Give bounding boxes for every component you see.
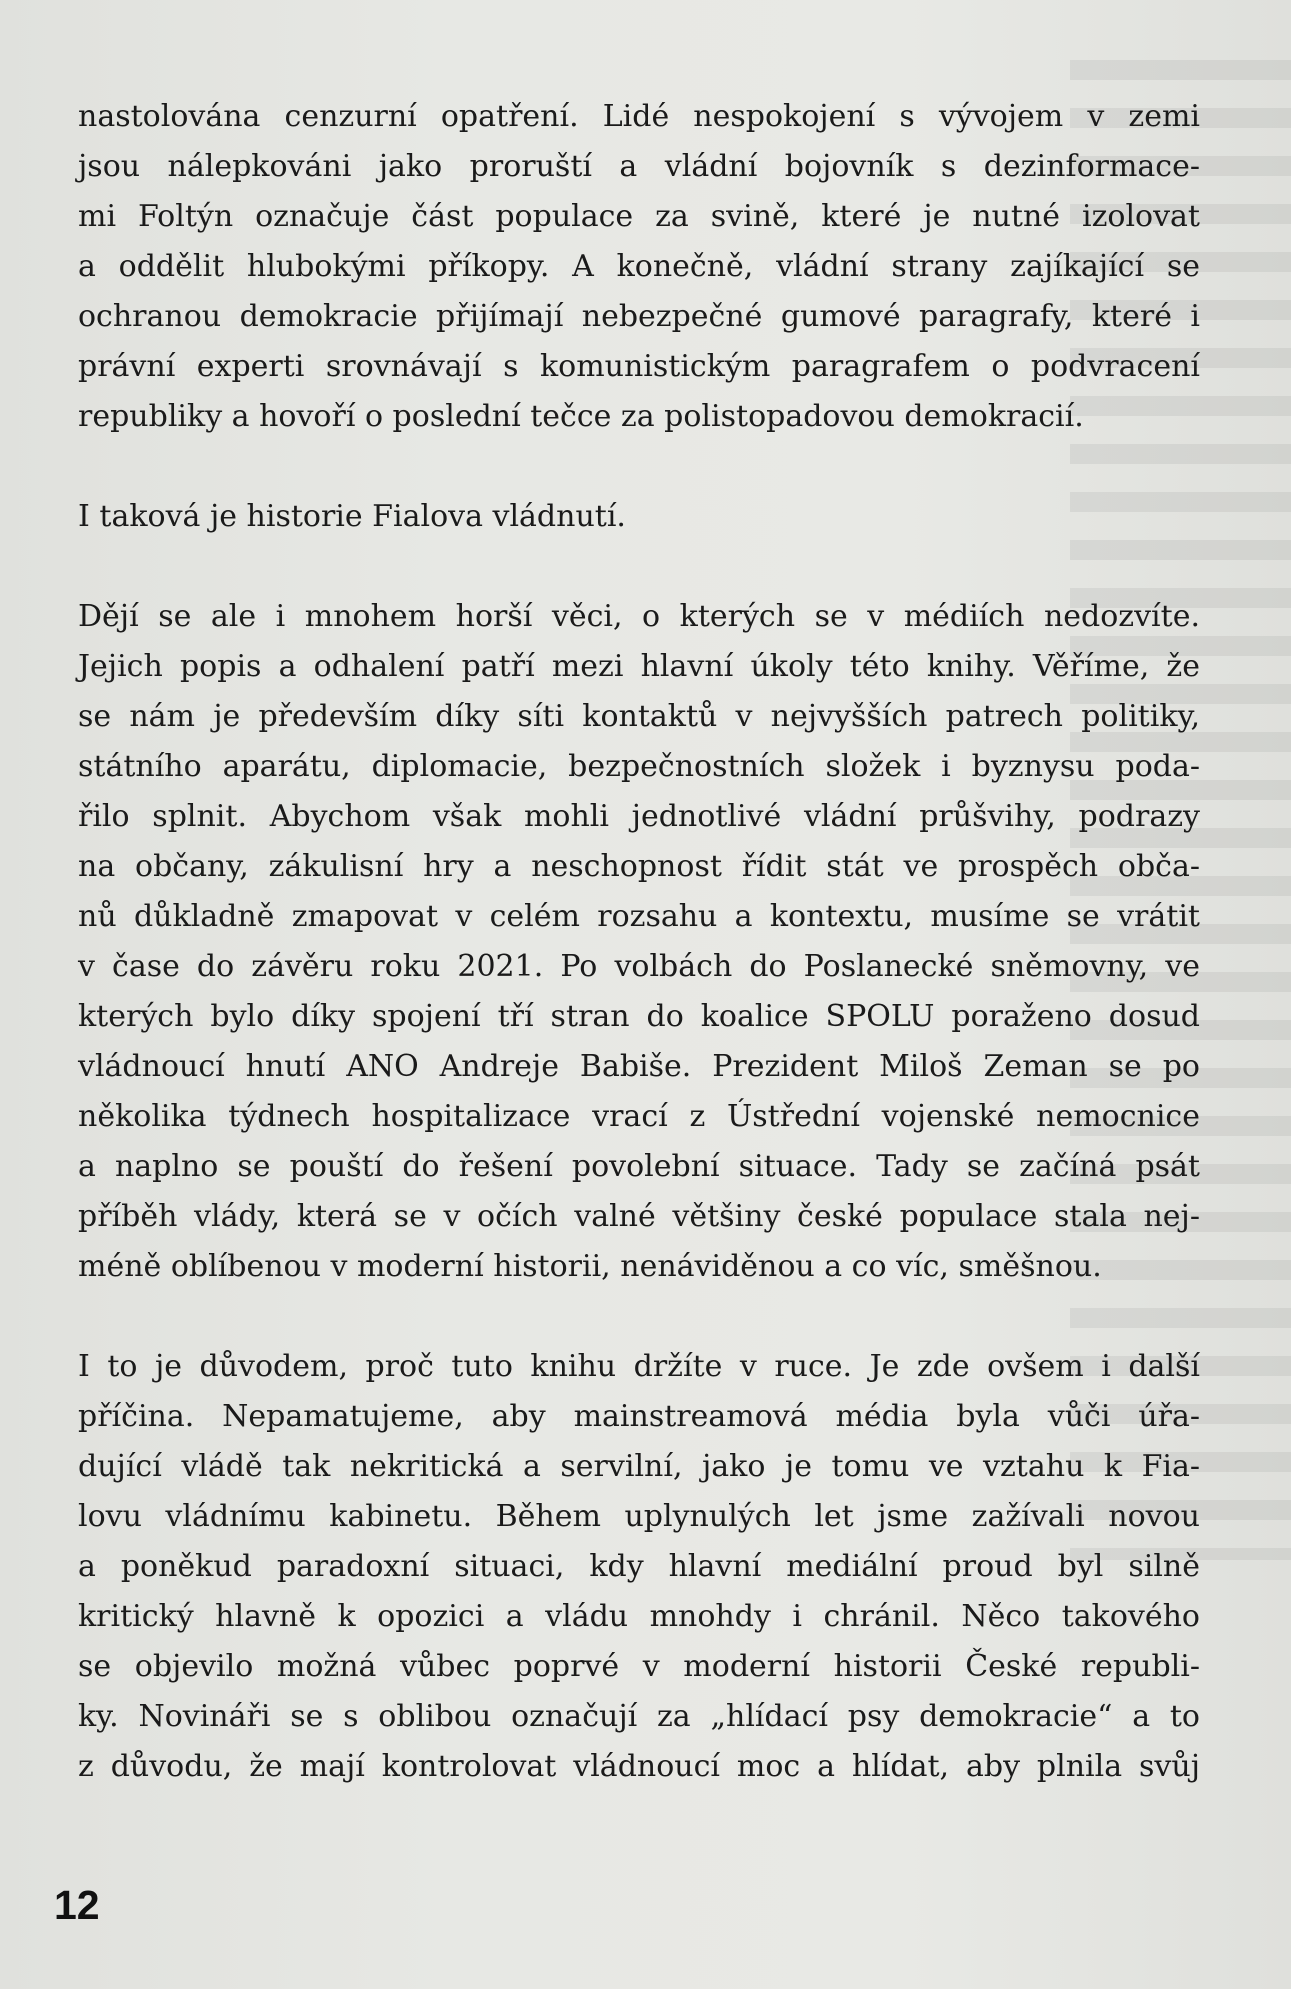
paragraph <box>78 1342 1200 1792</box>
text-line: příběh vlády, která se v očích valné většiny české populace stala nej- <box>78 1199 1200 1234</box>
text-line: právní experti srovnávají s komunistickým paragrafem o podvracení <box>78 349 1200 384</box>
text-line: kritický hlavně k opozici a vládu mnohdy i chránil. Něco takového <box>78 1599 1200 1634</box>
paragraph-gap <box>78 542 1200 592</box>
text-line: méně oblíbenou v moderní historii, nenáviděnou a co víc, směšnou. <box>78 1249 1102 1284</box>
text-line: ochranou demokracie přijímají nebezpečné gumové paragrafy, které i <box>78 299 1200 334</box>
text-line: dující vládě tak nekritická a servilní, jako je tomu ve vztahu k Fia- <box>78 1449 1200 1484</box>
text-line: a oddělit hlubokými příkopy. A konečně, vládní strany zajíkající se <box>78 249 1200 284</box>
text-line: z důvodu, že mají kontrolovat vládnoucí moc a hlídat, aby plnila svůj <box>78 1749 1200 1784</box>
paragraph <box>78 592 1200 1292</box>
text-line: Jejich popis a odhalení patří mezi hlavní úkoly této knihy. Věříme, že <box>78 649 1200 684</box>
paragraph-gap <box>78 1292 1200 1342</box>
text-line: příčina. Nepamatujeme, aby mainstreamová média byla vůči úřa- <box>78 1399 1200 1434</box>
text-line: ky. Novináři se s oblibou označují za „hlídací psy demokracie“ a to <box>78 1699 1200 1734</box>
text-line: vládnoucí hnutí ANO Andreje Babiše. Prezident Miloš Zeman se po <box>78 1049 1200 1084</box>
text-line: nů důkladně zmapovat v celém rozsahu a kontextu, musíme se vrátit <box>78 899 1200 934</box>
text-line: na občany, zákulisní hry a neschopnost řídit stát ve prospěch obča- <box>78 849 1200 884</box>
text-line: Dějí se ale i mnohem horší věci, o kterých se v médiích nedozvíte. <box>78 599 1200 634</box>
text-line: několika týdnech hospitalizace vrací z Ústřední vojenské nemocnice <box>78 1099 1200 1134</box>
paragraph-gap <box>78 442 1200 492</box>
text-line: a naplno se pouští do řešení povolební situace. Tady se začíná psát <box>78 1149 1200 1184</box>
text-line: v čase do závěru roku 2021. Po volbách do Poslanecké sněmovny, ve <box>78 949 1200 984</box>
text-line: nastolována cenzurní opatření. Lidé nespokojení s vývojem v zemi <box>78 99 1200 134</box>
page-number: 12 <box>54 1882 100 1928</box>
text-line: se nám je především díky síti kontaktů v nejvyšších patrech politiky, <box>78 699 1200 734</box>
text-line: I to je důvodem, proč tuto knihu držíte v ruce. Je zde ovšem i další <box>78 1349 1200 1384</box>
text-line: I taková je historie Fialova vládnutí. <box>78 499 626 534</box>
paragraph <box>78 492 1200 542</box>
text-line: a poněkud paradoxní situaci, kdy hlavní mediální proud byl silně <box>78 1549 1200 1584</box>
text-line: mi Foltýn označuje část populace za svině, které je nutné izolovat <box>78 199 1200 234</box>
text-line: státního aparátu, diplomacie, bezpečnostních složek i byznysu poda- <box>78 749 1200 784</box>
text-line: kterých bylo díky spojení tří stran do koalice SPOLU poraženo dosud <box>78 999 1200 1034</box>
text-line: se objevilo možná vůbec poprvé v moderní historii České republi- <box>78 1649 1200 1684</box>
body-text <box>78 92 1200 1792</box>
text-line: řilo splnit. Abychom však mohli jednotlivé vládní průšvihy, podrazy <box>78 799 1200 834</box>
text-line: republiky a hovoří o poslední tečce za polistopadovou demokracií. <box>78 399 1084 434</box>
text-line: jsou nálepkováni jako proruští a vládní bojovník s dezinformace- <box>78 149 1200 184</box>
paragraph <box>78 92 1200 442</box>
text-line: lovu vládnímu kabinetu. Během uplynulých let jsme zažívali novou <box>78 1499 1200 1534</box>
